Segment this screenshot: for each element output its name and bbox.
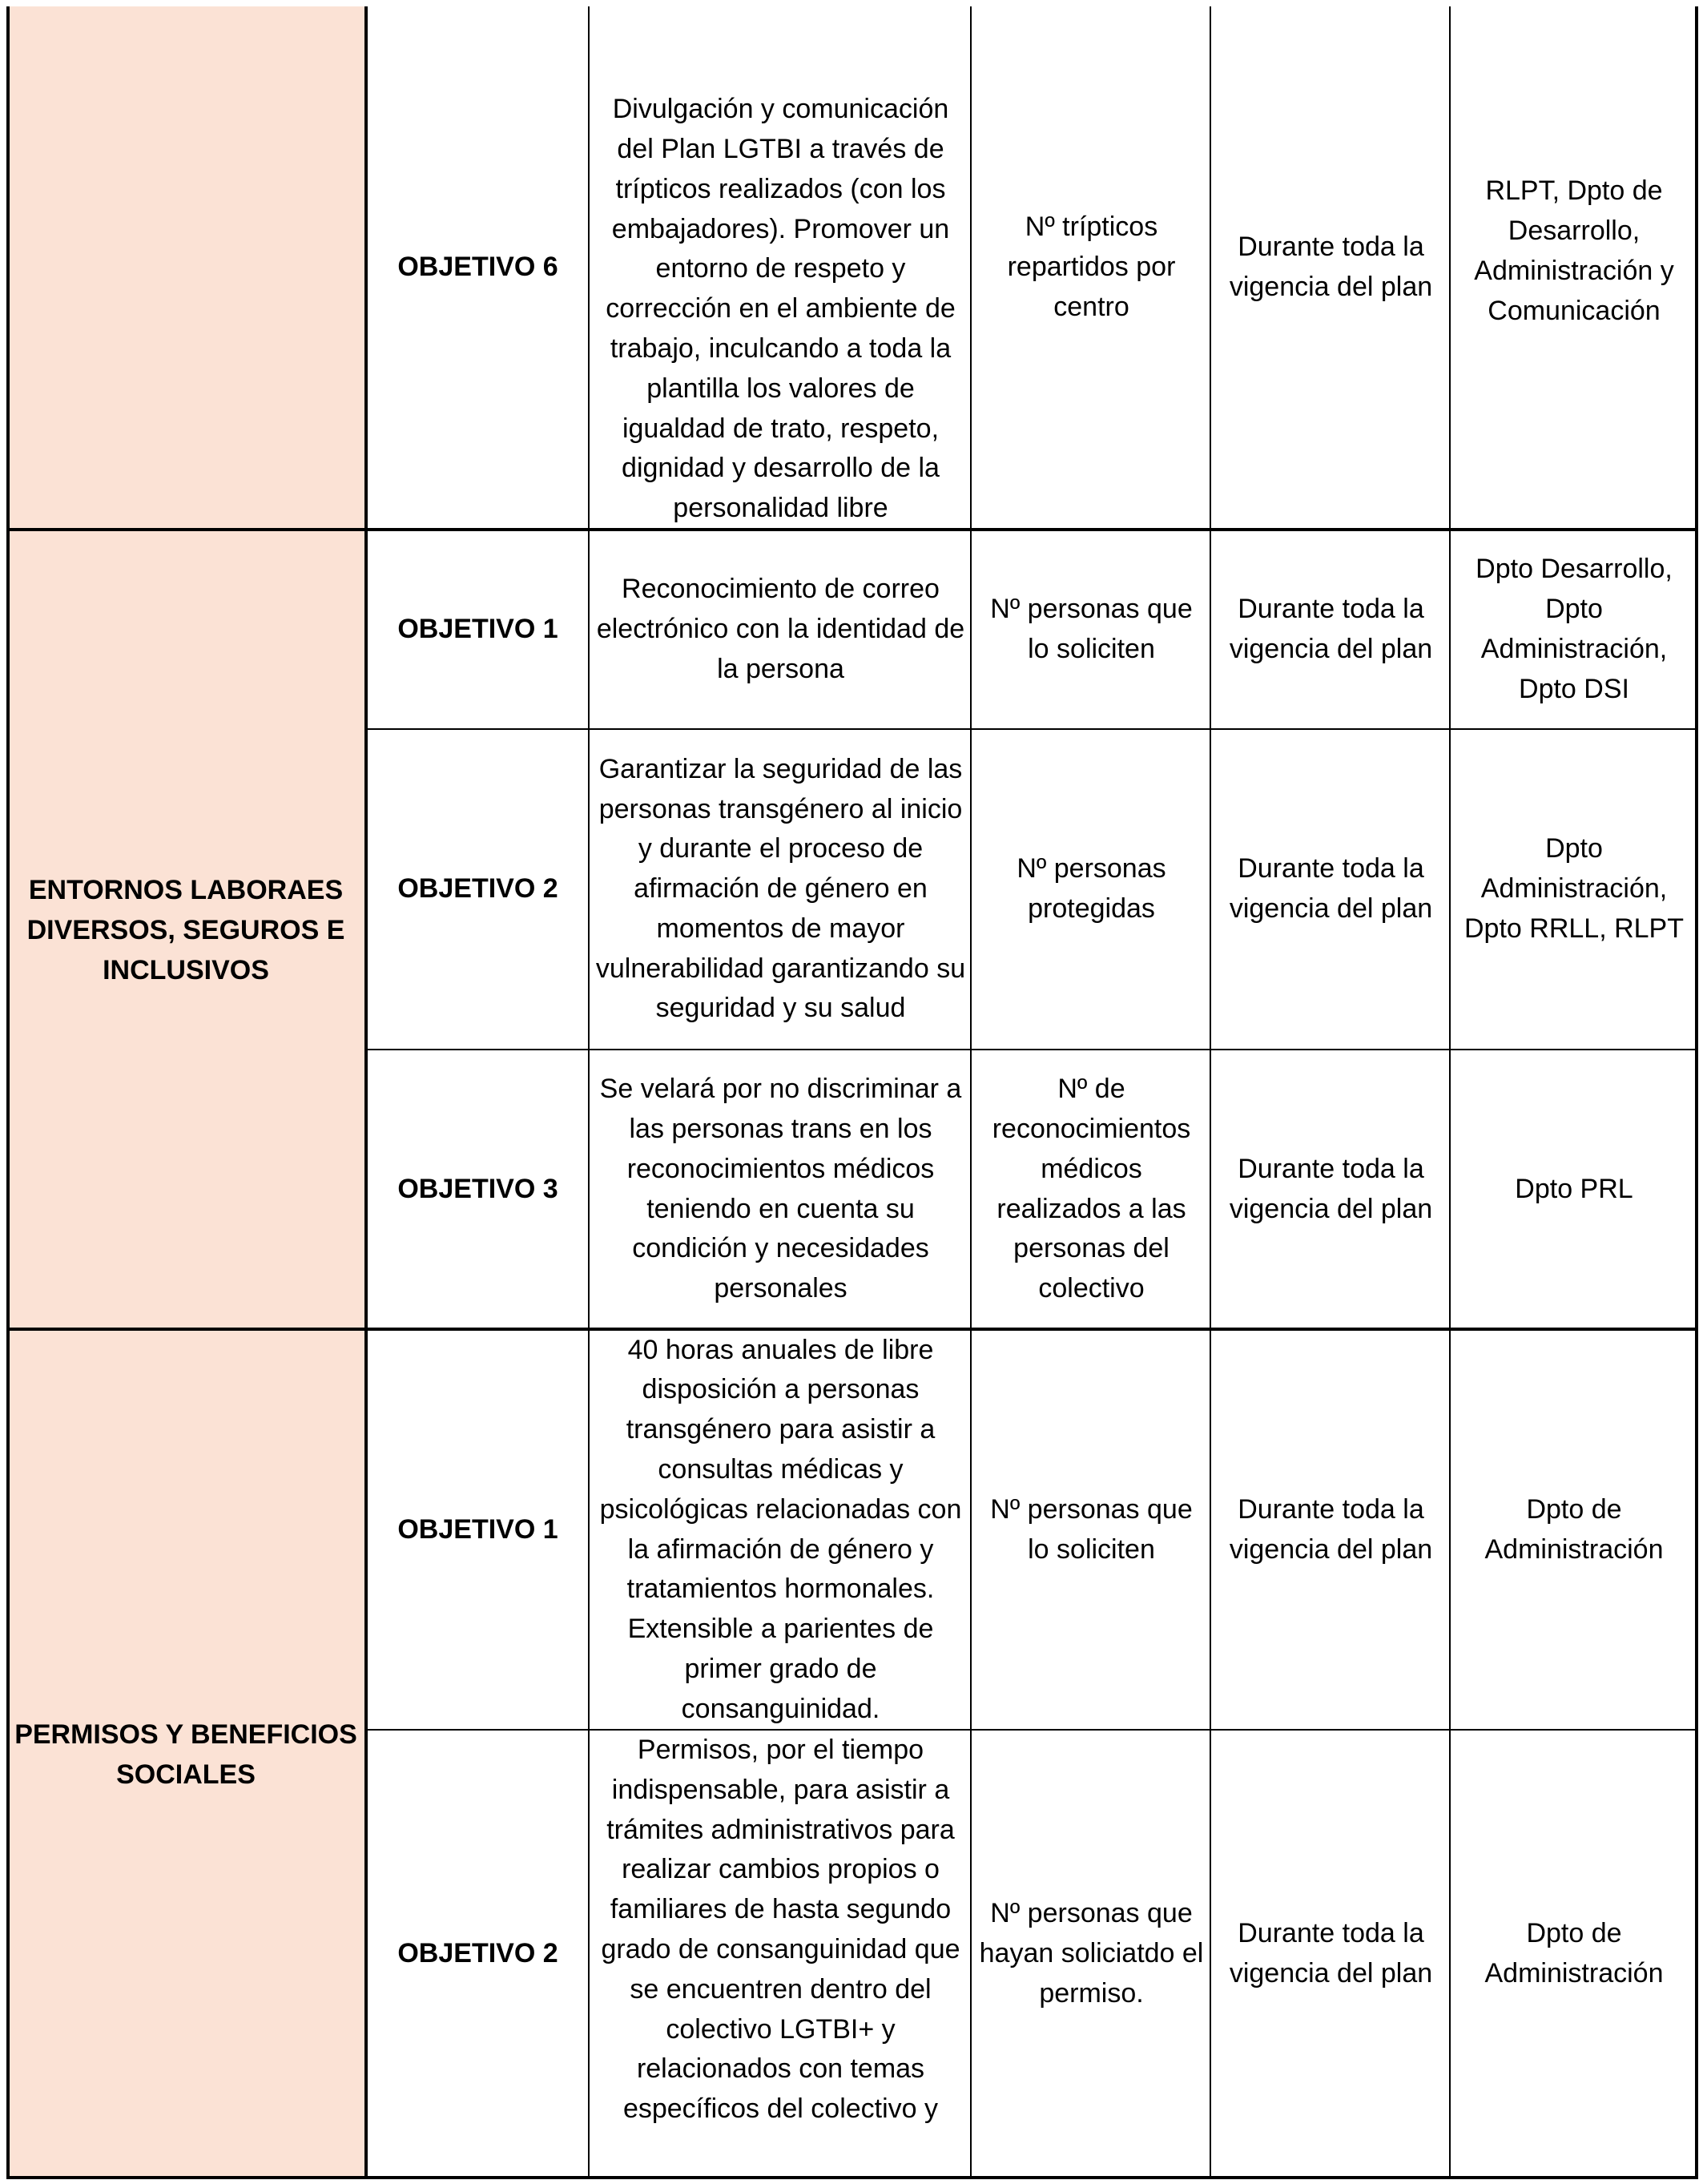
objective-cell	[367, 6, 589, 529]
indicator-text: Nº personas que lo soliciten	[990, 594, 1193, 664]
objective-label: OBJETIVO 6	[397, 252, 558, 283]
border-row	[367, 728, 1698, 730]
area-cell-permisos	[6, 1331, 365, 2178]
border-left	[6, 6, 10, 2179]
border-timing	[1449, 6, 1451, 2179]
timing-cell	[1212, 531, 1450, 728]
responsible-cell	[1451, 730, 1697, 1049]
action-cell	[590, 6, 971, 529]
objective-label: OBJETIVO 3	[397, 1173, 558, 1204]
border-right	[1695, 6, 1698, 2179]
action-cell	[590, 1331, 971, 1729]
border-row	[367, 1729, 1698, 1731]
objective-cell	[367, 1331, 589, 1729]
action-text: Permisos, por el tiempo indispensable, para asistir a trámites administrativos para realizar cambios propios o familiares de hasta segundo grado de consanguinidad que se encuentren dentro del colectivo LGTBI+ y relacionados con temas específicos del colectivo y	[601, 1735, 960, 2125]
indicator-cell	[972, 1731, 1210, 2178]
indicator-text: Nº trípticos repartidos por centro	[1007, 212, 1176, 322]
objective-label: OBJETIVO 1	[397, 614, 558, 645]
responsible-text: Dpto Desarrollo, Dpto Administración, Dpto DSI	[1476, 554, 1673, 704]
action-cell	[590, 730, 971, 1049]
objective-label: OBJETIVO 1	[397, 1513, 558, 1545]
timing-cell	[1212, 1331, 1450, 1729]
border-objective	[588, 6, 590, 2179]
area-label: ENTORNOS LABORAES DIVERSOS, SEGUROS E INCLUSIVOS	[26, 874, 345, 985]
timing-text: Durante toda la vigencia del plan	[1229, 232, 1433, 302]
indicator-cell	[972, 6, 1210, 529]
timing-text: Durante toda la vigencia del plan	[1229, 1918, 1433, 1989]
responsible-text: Dpto Administración, Dpto RRLL, RLPT	[1464, 833, 1684, 944]
responsible-cell	[1451, 531, 1697, 728]
action-text: 40 horas anuales de libre disposición a personas transgénero para asistir a consultas médicas y psicológicas relacionadas con la afirmación de género y tratamientos hormonales. Extensible a parientes de primer grado de consanguinidad.	[599, 1334, 962, 1724]
action-cell	[590, 1050, 971, 1328]
responsible-cell	[1451, 1050, 1697, 1328]
timing-text: Durante toda la vigencia del plan	[1229, 1153, 1433, 1224]
area-cell-entornos	[6, 531, 365, 1328]
timing-cell	[1212, 1731, 1450, 2178]
action-text: Reconocimiento de correo electrónico con la identidad de la persona	[596, 574, 965, 684]
border-indicator	[1210, 6, 1211, 2179]
indicator-text: Nº personas que lo soliciten	[990, 1493, 1193, 1565]
objective-cell	[367, 531, 589, 728]
action-text: Garantizar la seguridad de las personas transgénero al inicio y durante el proceso de afirmación de género en momentos de mayor vulnerabilidad garantizando su seguridad y su salud	[595, 753, 966, 1024]
objective-cell	[367, 730, 589, 1049]
action-text: Se velará por no discriminar a las personas trans en los reconocimientos médicos teniendo en cuenta su condición y necesidades personales	[599, 1074, 962, 1304]
indicator-text: Nº personas que hayan soliciatdo el permiso.	[979, 1898, 1204, 2009]
indicator-cell	[972, 1331, 1210, 1729]
timing-cell	[1212, 730, 1450, 1049]
action-text: Divulgación y comunicación del Plan LGTBI a través de trípticos realizados (con los embajadores). Promover un entorno de respeto y corrección en el ambiente de trabajo, inculcando a toda la plantilla los valores de igualdad de trato, respeto, dignidad y desarrollo de la personalidad libre	[606, 94, 956, 524]
responsible-text: Dpto de Administración	[1484, 1918, 1664, 1989]
indicator-text: Nº de reconocimientos médicos realizados a las personas del colectivo	[992, 1074, 1191, 1304]
border-section-1	[6, 528, 1698, 531]
responsible-text: RLPT, Dpto de Desarrollo, Administración y Comunicación	[1474, 175, 1674, 326]
border-area	[364, 6, 368, 2179]
action-cell	[590, 531, 971, 728]
border-action	[970, 6, 972, 2179]
border-row	[367, 1049, 1698, 1050]
timing-text: Durante toda la vigencia del plan	[1229, 594, 1433, 664]
responsible-cell	[1451, 1731, 1697, 2178]
objective-cell	[367, 1050, 589, 1328]
timing-text: Durante toda la vigencia del plan	[1229, 853, 1433, 924]
responsible-text: Dpto de Administración	[1484, 1493, 1664, 1565]
indicator-text: Nº personas protegidas	[1017, 853, 1166, 924]
timing-text: Durante toda la vigencia del plan	[1229, 1493, 1433, 1565]
objective-label: OBJETIVO 2	[397, 873, 558, 905]
indicator-cell	[972, 531, 1210, 728]
border-bottom	[6, 2176, 1698, 2179]
responsible-cell	[1451, 1331, 1697, 1729]
responsible-cell	[1451, 6, 1697, 529]
area-label: PERMISOS Y BENEFICIOS SOCIALES	[14, 1719, 357, 1790]
timing-cell	[1212, 1050, 1450, 1328]
action-cell	[590, 1731, 971, 2178]
indicator-cell	[972, 1050, 1210, 1328]
objective-label: OBJETIVO 2	[397, 1938, 558, 1969]
objective-cell	[367, 1731, 589, 2178]
timing-cell	[1212, 6, 1450, 529]
area-cell-continued	[6, 6, 365, 529]
indicator-cell	[972, 730, 1210, 1049]
responsible-text: Dpto PRL	[1515, 1173, 1633, 1204]
border-section-2	[6, 1328, 1698, 1331]
